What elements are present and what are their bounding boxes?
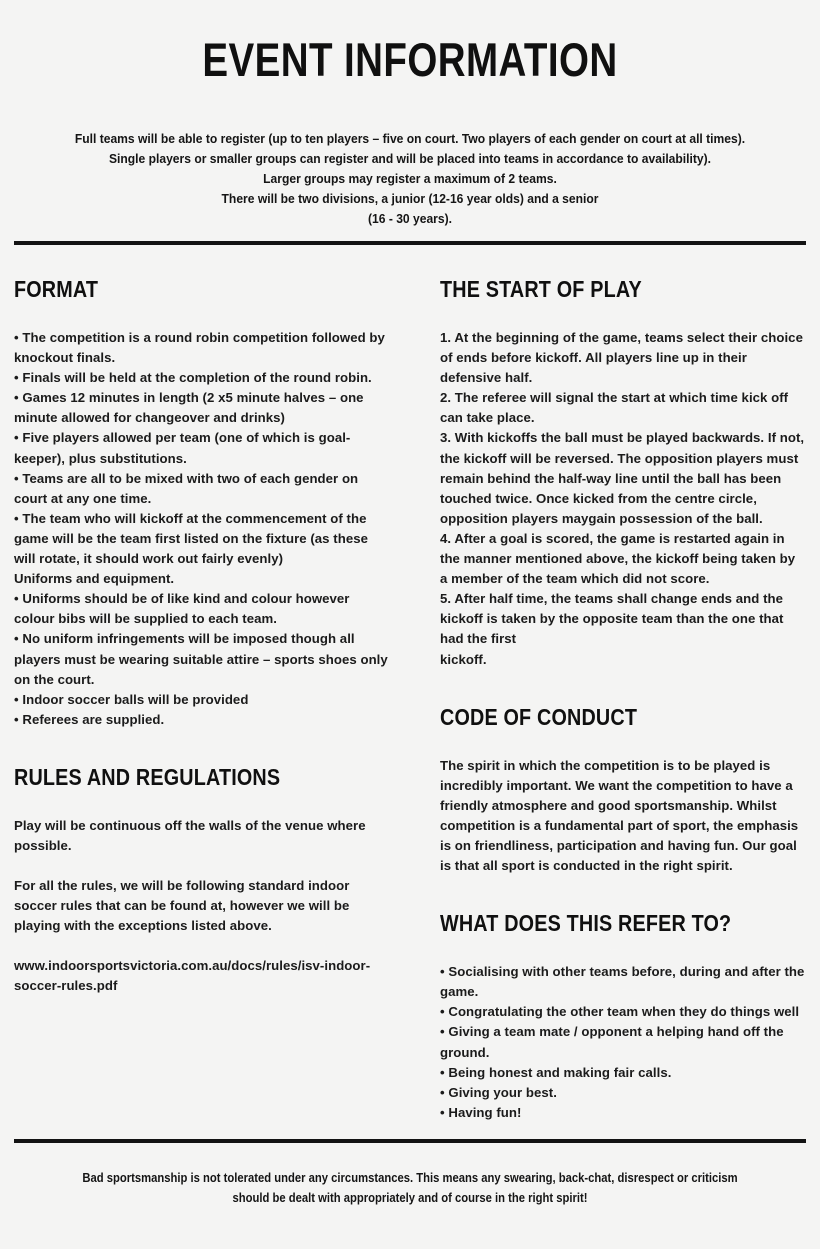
list-item: • Having fun! xyxy=(440,1104,522,1120)
spacer xyxy=(14,936,390,956)
list-item: • Giving your best. xyxy=(440,1084,557,1100)
list-item: 5. After half time, the teams shall change ends and the kickoff is taken by the opposite team than the one that had the first xyxy=(440,591,784,647)
footer-line: should be dealt with appropriately and of course in the right spirit! xyxy=(232,1191,588,1205)
list-item: • Finals will be held at the completion of the round robin. xyxy=(14,370,372,386)
section-heading-code-of-conduct: CODE OF CONDUCT xyxy=(440,703,638,730)
rules-body xyxy=(14,816,390,997)
list-item: • Socialising with other teams before, during and after the game. xyxy=(440,964,805,1000)
section-what-does-this-refer-to xyxy=(440,910,806,1123)
footer-note xyxy=(0,1168,820,1208)
section-heading-refer-to: WHAT DOES THIS REFER TO? xyxy=(440,910,732,937)
list-item: 3. With kickoffs the ball must be played backwards. If not, the kickoff will be reversed. The opposition players must remain behind the half-way line until the ball has been touched twice. Once kicked from the centre circle, opposition players maygain possession of the ball. xyxy=(440,430,805,526)
left-column xyxy=(0,276,420,997)
intro-line: Single players or smaller groups can register and will be placed into teams in accordance to availability). xyxy=(108,151,712,166)
intro-line: There will be two divisions, a junior (12-16 year olds) and a senior xyxy=(221,191,599,206)
refer-to-list xyxy=(440,962,806,1123)
list-item: 2. The referee will signal the start at which time kick off can take place. xyxy=(440,390,789,426)
footer-line: Bad sportsmanship is not tolerated under any circumstances. This means any swearing, back-chat, disrespect or criticism xyxy=(82,1171,738,1185)
intro-paragraph xyxy=(0,83,820,229)
section-code-of-conduct xyxy=(440,704,806,877)
section-heading-rules: RULES AND REGULATIONS xyxy=(14,763,281,790)
list-item: • Indoor soccer balls will be provided xyxy=(14,691,249,707)
intro-line: Larger groups may register a maximum of 2 teams. xyxy=(263,171,557,186)
divider-top xyxy=(14,241,806,245)
list-item: • Congratulating the other team when they do things well xyxy=(440,1004,800,1020)
list-item: • Referees are supplied. xyxy=(14,711,165,727)
list-item: • The team who will kickoff at the commencement of the game will be the team first listed on the fixture (as these will rotate, it should work out fairly evenly) xyxy=(14,510,368,567)
list-item: • Games 12 minutes in length (2 x5 minute halves – one minute allowed for changeover and drinks) xyxy=(14,390,364,426)
code-of-conduct-body xyxy=(440,756,806,877)
list-item: • Teams are all to be mixed with two of each gender on court at any one time. xyxy=(14,470,359,506)
rules-paragraph-2: For all the rules, we will be following standard indoor soccer rules that can be found at, however we will be playing with the exceptions listed above. xyxy=(14,878,350,934)
code-of-conduct-paragraph: The spirit in which the competition is to be played is incredibly important. We want the competition to have a friendly atmosphere and good sportsmanship. Whilst competition is a fundamental part of sport, the emphasis is on friendliness, participation and having fun. Our goal is that all sport is conducted in the right spirit. xyxy=(440,757,799,874)
section-heading-format: FORMAT xyxy=(14,276,99,302)
list-item: • Uniforms should be of like kind and colour however colour bibs will be supplied to each team. xyxy=(14,591,350,627)
list-item: 1. At the beginning of the game, teams select their choice of ends before kickoff. All players line up in their defensive half. xyxy=(440,330,803,386)
section-heading-start-of-play: THE START OF PLAY xyxy=(440,276,642,302)
list-item: kickoff. xyxy=(440,651,487,667)
format-list xyxy=(14,328,390,730)
right-column xyxy=(420,276,820,1123)
list-item: • Five players allowed per team (one of which is goal-keeper), plus substitutions. xyxy=(14,430,351,466)
intro-line: (16 - 30 years). xyxy=(367,211,453,226)
list-item: • Being honest and making fair calls. xyxy=(440,1064,672,1080)
rules-paragraph-1: Play will be continuous off the walls of the venue where possible. xyxy=(14,817,366,853)
rules-url-link[interactable]: www.indoorsportsvictoria.com.au/docs/rules/isv-indoor-soccer-rules.pdf xyxy=(14,958,371,994)
list-item: • No uniform infringements will be imposed though all players must be wearing suitable attire – sports shoes only on the court. xyxy=(14,631,388,687)
section-format xyxy=(14,276,390,730)
intro-line: Full teams will be able to register (up to ten players – five on court. Two players of each gender on court at all times). xyxy=(74,131,746,146)
list-item: • The competition is a round robin competition followed by knockout finals. xyxy=(14,330,385,366)
section-rules-and-regulations xyxy=(14,764,390,997)
start-of-play-list xyxy=(440,328,806,670)
spacer xyxy=(14,856,390,876)
list-item: • Giving a team mate / opponent a helping hand off the ground. xyxy=(440,1024,784,1060)
list-item: 4. After a goal is scored, the game is restarted again in the manner mentioned above, the kickoff being taken by a member of the team which did not score. xyxy=(440,530,796,587)
list-item: Uniforms and equipment. xyxy=(14,571,175,587)
section-start-of-play xyxy=(440,276,806,670)
page-title: EVENT INFORMATION xyxy=(202,33,618,86)
divider-bottom xyxy=(14,1139,806,1143)
body-columns xyxy=(0,276,820,1123)
